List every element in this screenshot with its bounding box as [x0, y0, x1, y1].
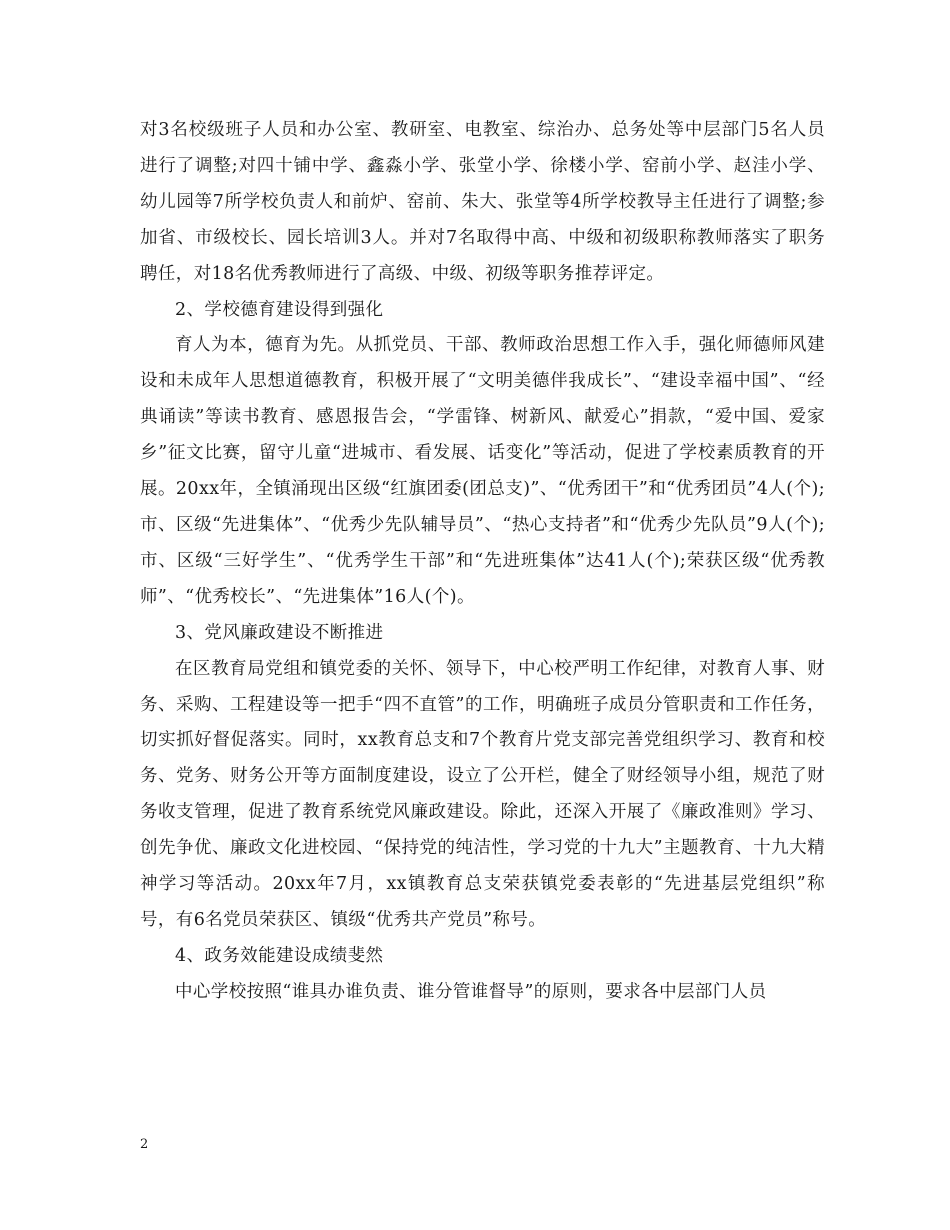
page-number: 2 — [140, 1137, 149, 1152]
paragraph-party-integrity: 在区教育局党组和镇党委的关怀、领导下，中心校严明工作纪律，对教育人事、财务、采购、工程建设等一把手“四不直管”的工作，明确班子成员分管职责和工作任务，切实抓好督促落实。同时，xx教育总支和7个教育片党支部完善党组织学习、教育和校务、党务、财务公开等方面制度建设，设立了公开栏，健全了财经领导小组，规范了财务收支管理，促进了教育系统党风廉政建设。除此，还深入开展了《廉政准则》学习、创先争优、廉政文化进校园、“保持党的纯洁性，学习党的十九大”主题教育、十九大精神学习等活动。20xx年7月，xx镇教育总支荣获镇党委表彰的“先进基层党组织”称号，有6名党员荣获区、镇级“优秀共产党员”称号。 — [140, 658, 825, 930]
paragraph-government-efficiency: 中心学校按照“谁具办谁负责、谁分管谁督导”的原则，要求各中层部门人员 — [175, 981, 767, 1002]
document-body — [140, 113, 825, 1011]
paragraph-staff-adjustment: 对3名校级班子人员和办公室、教研室、电教室、综治办、总务处等中层部门5名人员进行了调整;对四十铺中学、鑫淼小学、张堂小学、徐楼小学、窑前小学、赵洼小学、幼儿园等7所学校负责人和前炉、窑前、朱大、张堂等4所学校教导主任进行了调整;参加省、市级校长、园长培训3人。并对7名取得中高、中级和初级职称教师落实了职务聘任，对18名优秀教师进行了高级、中级、初级等职务推荐评定。 — [140, 120, 825, 284]
section-heading-party-integrity: 3、党风廉政建设不断推进 — [175, 622, 384, 643]
section-heading-moral-education: 2、学校德育建设得到强化 — [175, 299, 384, 320]
paragraph-moral-education: 育人为本，德育为先。从抓党员、干部、教师政治思想工作入手，强化师德师风建设和未成年人思想道德教育，积极开展了“文明美德伴我成长”、“建设幸福中国”、“经典诵读”等读书教育、感恩报告会，“学雷锋、树新风、献爱心”捐款，“爱中国、爱家乡”征文比赛，留守儿童“进城市、看发展、话变化”等活动，促进了学校素质教育的开展。20xx年，全镇涌现出区级“红旗团委(团总支)”、“优秀团干”和“优秀团员”4人(个);市、区级“先进集体”、“优秀少先队辅导员”、“热心支持者”和“优秀少先队员”9人(个);市、区级“三好学生”、“优秀学生干部”和“先进班集体”达41人(个);荣获区级“优秀教师”、“优秀校长”、“先进集体”16人(个)。 — [140, 335, 825, 607]
section-heading-government-efficiency: 4、政务效能建设成绩斐然 — [175, 945, 384, 966]
